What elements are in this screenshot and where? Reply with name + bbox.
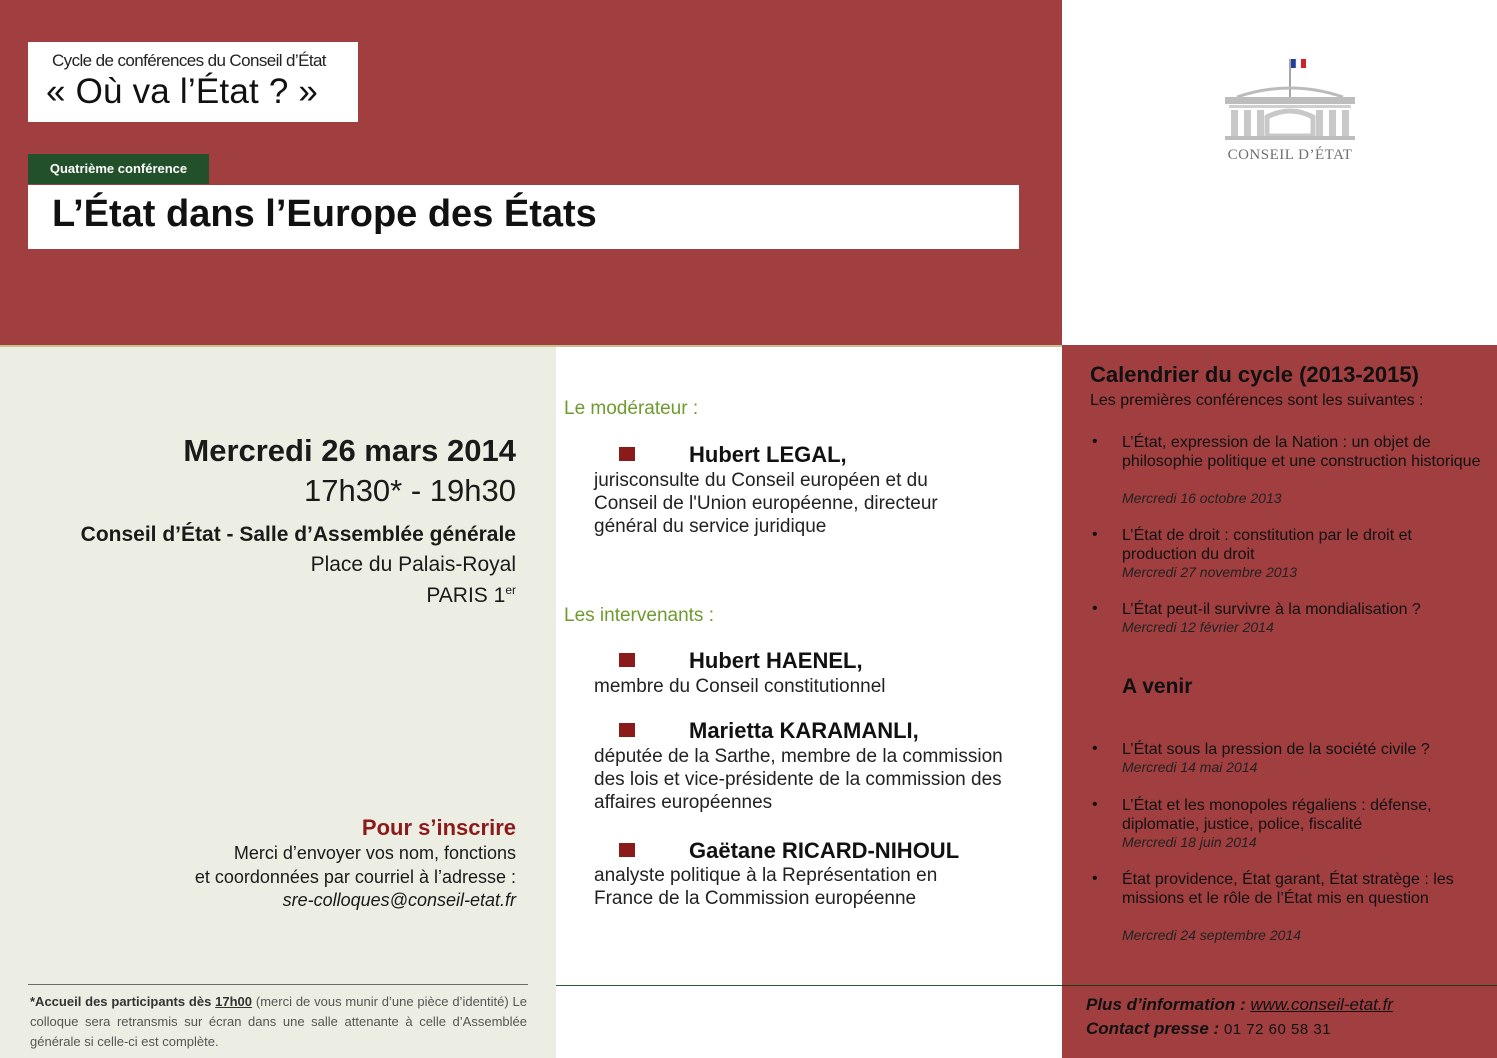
- press-phone: 01 72 60 58 31: [1223, 1021, 1332, 1038]
- bullet-square-icon: [619, 843, 635, 857]
- speakers-heading: Les intervenants :: [564, 605, 714, 626]
- building-icon: [1215, 55, 1365, 147]
- speaker-role: analyste politique à la Représentation en France de la Commission européenne: [594, 865, 938, 909]
- calendar-item-text: L’État, expression de la Nation : un objet de philosophie politique et une construction historique: [1122, 434, 1481, 470]
- calendar-panel: [1062, 345, 1497, 1058]
- website-link[interactable]: www.conseil-etat.fr: [1250, 995, 1394, 1014]
- calendar-item-text: État providence, État garant, État stratège : les missions et le rôle de l’État mis en question: [1122, 871, 1454, 907]
- calendar-item-text: L’État et les monopoles régaliens : défense, diplomatie, justice, police, fiscalité: [1122, 797, 1432, 833]
- calendar-item-date: Mercredi 27 novembre 2013: [1122, 564, 1298, 580]
- calendar-item-date: Mercredi 14 mai 2014: [1122, 759, 1258, 775]
- bullet-dot-icon: •: [1092, 796, 1098, 813]
- speaker-name: Hubert HAENEL,: [689, 648, 863, 673]
- page-title: L’État dans l’Europe des États: [52, 193, 597, 235]
- press-label: Contact presse :: [1086, 1019, 1224, 1038]
- event-date: Mercredi 26 mars 2014: [183, 433, 516, 468]
- calendar-item-date: Mercredi 24 septembre 2014: [1122, 927, 1301, 943]
- footnote: [30, 992, 527, 1052]
- bullet-dot-icon: •: [1092, 600, 1098, 617]
- speaker-role: députée de la Sarthe, membre de la commission des lois et vice-présidente de la commission des affaires européennes: [594, 746, 1003, 813]
- bullet-dot-icon: •: [1092, 870, 1098, 887]
- speaker-role: membre du Conseil constitutionnel: [594, 676, 886, 697]
- more-info: [1086, 995, 1393, 1015]
- calendar-item-text: L’État sous la pression de la société civile ?: [1122, 741, 1430, 758]
- registration-email-link[interactable]: sre-colloques@conseil-etat.fr: [282, 890, 516, 910]
- event-info-panel: [0, 347, 556, 1058]
- speaker-name: Marietta KARAMANLI,: [689, 718, 919, 743]
- bullet-square-icon: [619, 653, 635, 667]
- title-box: [28, 185, 1019, 249]
- bullet-dot-icon: •: [1092, 526, 1098, 543]
- registration-title: Pour s’inscrire: [361, 815, 516, 840]
- conseil-etat-logo: [1215, 55, 1365, 170]
- bullet-dot-icon: •: [1092, 740, 1098, 757]
- calendar-subtitle: Les premières conférences sont les suivantes :: [1090, 392, 1424, 409]
- bullet-dot-icon: •: [1092, 433, 1098, 450]
- moderator-name: Hubert LEGAL,: [689, 442, 847, 467]
- registration-line-1: Merci d’envoyer vos nom, fonctions: [233, 843, 516, 863]
- calendar-item-date: Mercredi 16 octobre 2013: [1122, 490, 1282, 506]
- calendar-title: Calendrier du cycle (2013-2015): [1090, 362, 1419, 387]
- cycle-box: [28, 42, 358, 122]
- registration-line-2: et coordonnées par courriel à l’adresse :: [194, 867, 516, 887]
- city-superscript: er: [505, 583, 516, 597]
- event-city: [426, 583, 516, 608]
- event-address: Place du Palais-Royal: [310, 553, 516, 576]
- more-info-label: Plus d’information :: [1086, 995, 1251, 1014]
- bottom-divider: [556, 985, 1062, 986]
- moderator-role: jurisconsulte du Conseil européen et du Conseil de l'Union européenne, directeur général du service juridique: [594, 470, 938, 537]
- footnote-divider: [28, 984, 528, 985]
- footnote-paren: (merci de vous munir d’une pièce d’identité): [252, 994, 509, 1009]
- footnote-time: 17h00: [215, 994, 253, 1009]
- bullet-square-icon: [619, 447, 635, 461]
- footnote-bold: *Accueil des participants dès: [30, 994, 216, 1009]
- calendar-item-date: Mercredi 18 juin 2014: [1122, 834, 1257, 850]
- event-time: 17h30* - 19h30: [303, 473, 516, 508]
- conference-tag: Quatrième conférence: [28, 154, 209, 184]
- calendar-item-date: Mercredi 12 février 2014: [1122, 619, 1274, 635]
- calendar-item-text: L’État peut-il survivre à la mondialisation ?: [1122, 601, 1421, 618]
- moderator-heading: Le modérateur :: [564, 398, 699, 419]
- logo-text: CONSEIL D’ÉTAT: [1227, 147, 1353, 163]
- speaker-name: Gaëtane RICARD-NIHOUL: [689, 838, 960, 863]
- calendar-item-text: L’État de droit : constitution par le droit et production du droit: [1122, 527, 1412, 563]
- upcoming-title: A venir: [1122, 675, 1193, 698]
- footnote-rest: Le colloque sera retransmis sur écran dans une salle attenante à celle d’Assemblée générale si celle-ci est complète.: [30, 994, 528, 1049]
- cycle-title: « Où va l’État ? »: [46, 72, 319, 111]
- event-venue: Conseil d’État - Salle d’Assemblée générale: [80, 523, 516, 546]
- header-band: [0, 0, 1062, 347]
- bullet-square-icon: [619, 723, 635, 737]
- cycle-subtitle: Cycle de conférences du Conseil d’État: [52, 51, 326, 70]
- press-contact: [1086, 1019, 1331, 1039]
- contact-divider: [1062, 985, 1497, 986]
- city-name: PARIS 1: [426, 584, 506, 607]
